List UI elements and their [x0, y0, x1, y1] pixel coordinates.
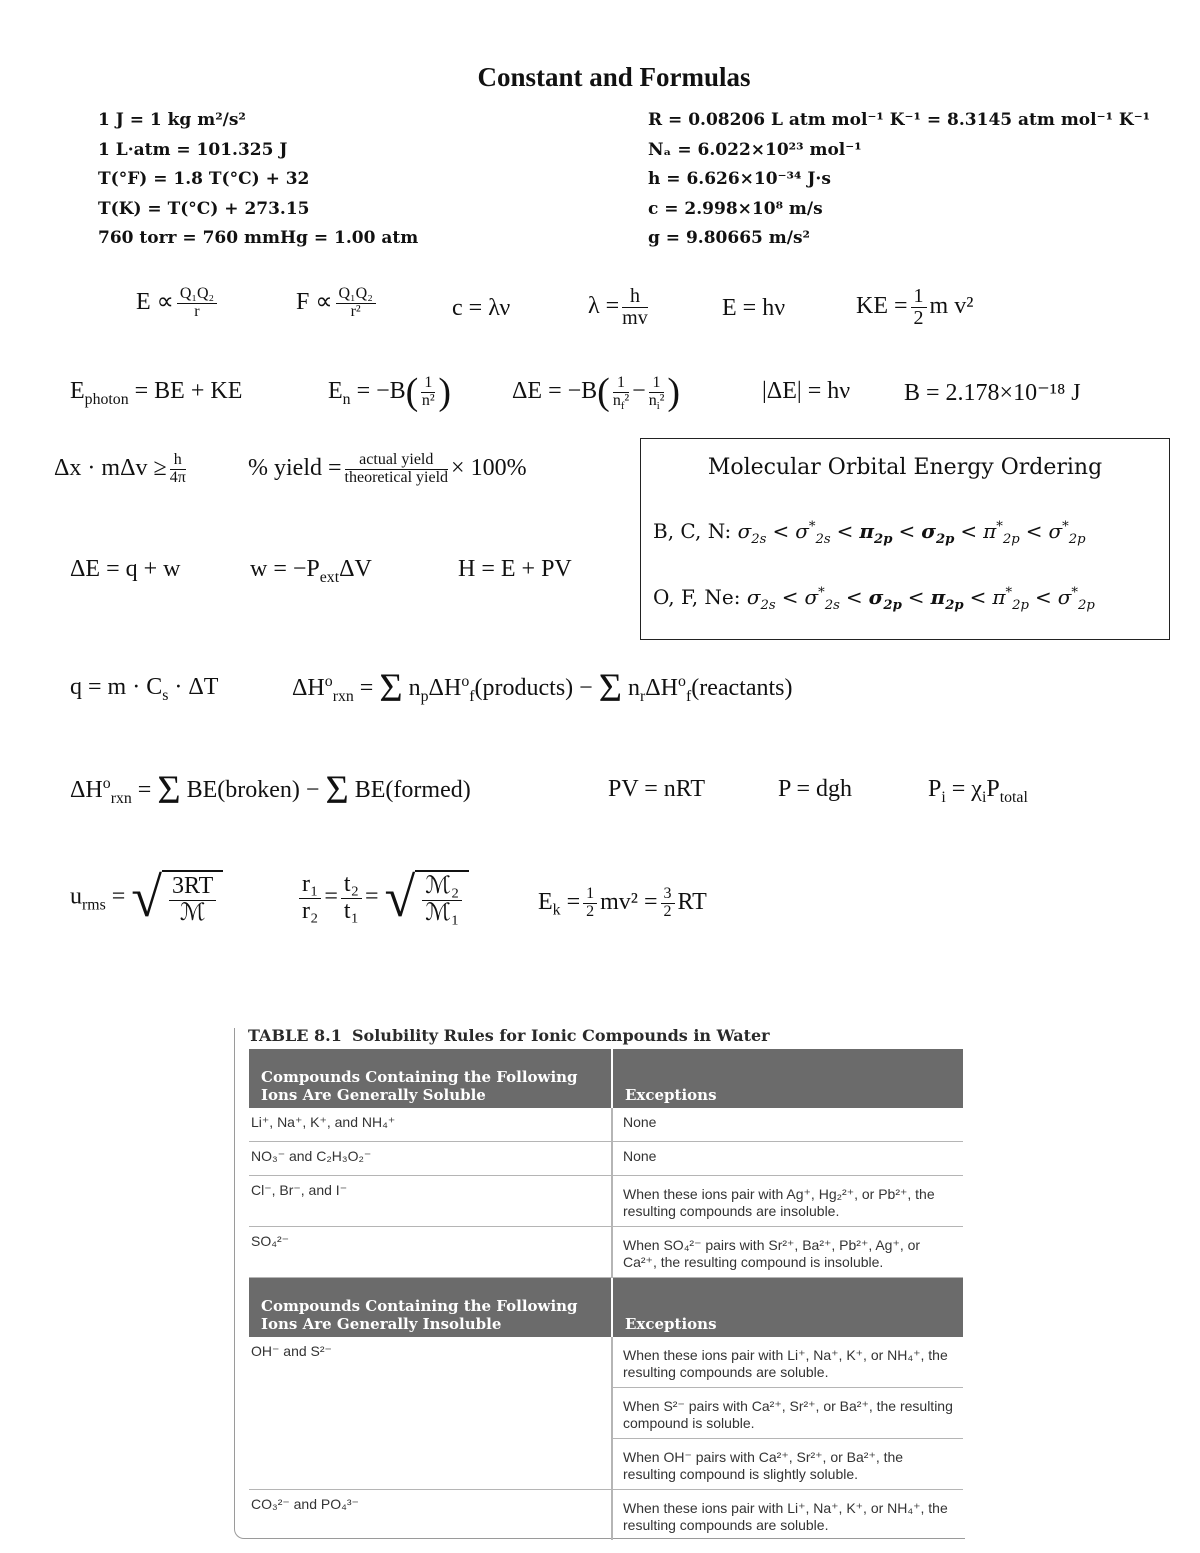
- orbital-sequence: $\sigma_{2s} < \sigma^*_{2s} < \pi_{2p} < \sigma_{2p} < \pi^*_{2p} < \sigma^*_{2p}$: [737, 519, 1086, 547]
- sum-symbol: Σ: [157, 767, 181, 812]
- symbol: ΔH: [292, 675, 325, 701]
- table-row: [249, 1176, 963, 1227]
- subscript: n: [342, 390, 351, 408]
- formula-abs-delta-e: |ΔE| = hν: [762, 378, 851, 404]
- lhs: w = −P: [250, 556, 320, 582]
- term: P: [986, 776, 1000, 802]
- symbol: u: [70, 883, 82, 910]
- formula-photoelectric: [70, 378, 243, 408]
- constant-line: h = 6.626×10⁻³⁴ J·s: [648, 169, 831, 189]
- lhs: Δx · mΔv ≥: [54, 454, 167, 481]
- table-header-row: [249, 1049, 963, 1108]
- formula-photon-energy: E = hν: [722, 295, 786, 321]
- constant-line: Nₐ = 6.022×10²³ mol⁻¹: [648, 139, 862, 160]
- exception-cell: When SO₄²⁻ pairs with Sr²⁺, Ba²⁺, Pb²⁺, Ag⁺, or Ca²⁺, the resulting compound is insoluble.: [612, 1227, 963, 1278]
- paren-close: ): [438, 371, 451, 413]
- denominator: 2: [913, 307, 924, 329]
- mo-box-title: Molecular Orbital Energy Ordering: [707, 455, 1103, 480]
- constant-line: 1 L·atm = 101.325 J: [98, 139, 288, 160]
- table-header-row: [249, 1278, 963, 1338]
- formula-coulomb-force: F ∝ $\frac{\text{Q₁Q₂}}{\text{r²}}$: [296, 286, 379, 321]
- equals: =: [111, 883, 126, 910]
- numerator: 1: [421, 375, 435, 393]
- exception-cell: None: [612, 1142, 963, 1176]
- exception-cell: When these ions pair with Li⁺, Na⁺, K⁺, or NH₄⁺, the resulting compounds are soluble.: [612, 1490, 963, 1541]
- formula-percent-yield: [248, 452, 527, 487]
- sum-symbol: Σ: [598, 665, 622, 710]
- numerator: ℳ₂: [422, 874, 462, 900]
- term: = χ: [951, 776, 982, 802]
- subscript: i: [941, 788, 946, 806]
- subscript: photon: [84, 390, 129, 408]
- denominator: 2: [663, 902, 672, 920]
- paren-close: ): [667, 371, 681, 413]
- formula-ideal-gas: PV = nRT: [608, 776, 706, 802]
- formula-hydrostatic: P = dgh: [778, 776, 852, 802]
- denominator: mv: [622, 307, 648, 329]
- table-row: [249, 1142, 963, 1176]
- ions-cell: Li⁺, Na⁺, K⁺, and NH₄⁺: [249, 1108, 612, 1142]
- sum-symbol: Σ: [325, 767, 349, 812]
- formula-hess-law: $\Delta H^o_{rxn} = \Sigma$ $n_p\Delta H^o_f(products) - \Sigma$ $n_r\Delta H^o_f(reactants)$: [292, 665, 793, 710]
- constant-line: 1 J = 1 kg m²/s²: [98, 110, 246, 130]
- rhs: · ΔT: [174, 674, 219, 700]
- formula-uncertainty: [54, 452, 189, 487]
- numerator: r₁: [299, 872, 321, 898]
- exception-cell: None: [612, 1108, 963, 1142]
- term: n: [627, 675, 640, 701]
- term: BE(broken) −: [186, 777, 320, 803]
- formula-kinetic-energy: [856, 286, 973, 329]
- constants-right: [648, 106, 1150, 254]
- numerator: 1: [583, 886, 597, 904]
- numerator: Q₁Q₂: [336, 286, 376, 304]
- ions-cell: SO₄²⁻: [249, 1227, 612, 1278]
- ions-cell: CO₃²⁻ and PO₄³⁻: [251, 1496, 359, 1512]
- subscript: rms: [82, 896, 106, 914]
- numerator: 3: [661, 886, 675, 904]
- denominator: r: [194, 302, 200, 320]
- exception-cell: When these ions pair with Li⁺, Na⁺, K⁺, or NH₄⁺, the resulting compounds are soluble.: [612, 1337, 963, 1388]
- symbol: P: [928, 776, 942, 802]
- rhs: = BE + KE: [134, 378, 243, 404]
- subscript: p: [420, 687, 429, 705]
- term: n: [408, 675, 421, 701]
- lhs: KE =: [856, 293, 908, 320]
- subscript: total: [999, 788, 1028, 806]
- radical-sign: √: [384, 867, 416, 929]
- numerator: 1: [649, 375, 665, 393]
- denominator: n²: [421, 391, 435, 409]
- subscript: s: [162, 686, 169, 704]
- term: ΔH: [645, 675, 679, 701]
- term: BE(formed): [354, 777, 471, 803]
- lhs: λ =: [588, 293, 620, 320]
- formula-first-law: ΔE = q + w: [70, 556, 181, 582]
- numerator: 1: [911, 286, 927, 308]
- symbol: E: [328, 378, 343, 404]
- denominator: $n_i^2$: [648, 391, 665, 413]
- rhs: m v²: [929, 293, 974, 320]
- numerator: actual yield: [345, 452, 449, 470]
- subscript: f: [685, 687, 692, 705]
- subscript: r: [639, 687, 646, 705]
- ions-cell: Cl⁻, Br⁻, and I⁻: [249, 1176, 612, 1227]
- term: mv² =: [600, 888, 658, 915]
- ions-cell: NO₃⁻ and C₂H₃O₂⁻: [249, 1142, 612, 1176]
- paren-open: (: [597, 371, 610, 413]
- header-insoluble: Compounds Containing the Following Ions Are Generally Insoluble: [249, 1278, 612, 1338]
- sum-symbol: Σ: [379, 665, 403, 710]
- subscript: ext: [319, 568, 340, 586]
- formula-de-broglie: [588, 286, 651, 329]
- solubility-table: [249, 1049, 963, 1540]
- formula-grahams-law: $\frac{\text{r₁}}{\text{r₂}}$ = $\frac{\text{t₂}}{\text{t₁}}$ = √ $\frac{\text{ℳ₂}}{\text{ℳ₁}}$: [296, 866, 469, 930]
- header-exceptions: Exceptions: [612, 1278, 963, 1338]
- square-root: [385, 866, 470, 930]
- constant-line: R = 0.08206 L atm mol⁻¹ K⁻¹ = 8.3145 atm mol⁻¹ K⁻¹: [648, 110, 1151, 130]
- exception-cell: When these ions pair with Ag⁺, Hg₂²⁺, or Pb²⁺, the resulting compounds are insoluble.: [612, 1176, 963, 1227]
- mo-energy-ordering-box: [640, 438, 1170, 640]
- superscript: o: [461, 673, 470, 690]
- constant-line: 760 torr = 760 mmHg = 1.00 atm: [98, 228, 419, 248]
- superscript: o: [102, 775, 111, 792]
- table-title: Solubility Rules for Ionic Compounds in Water: [352, 1026, 770, 1045]
- rhs: ΔV: [339, 556, 372, 582]
- constants-left: [98, 106, 418, 254]
- table-row: [249, 1337, 963, 1388]
- formula-bohr-energy: [328, 370, 451, 414]
- lhs: ΔE = −B: [512, 378, 598, 404]
- orbital-sequence: $\sigma_{2s} < \sigma^*_{2s} < \sigma_{2p} < \pi_{2p} < \pi^*_{2p} < \sigma^*_{2p}$: [746, 585, 1095, 613]
- table-number: TABLE 8.1: [248, 1026, 342, 1045]
- constant-line: T(°F) = 1.8 T(°C) + 32: [98, 169, 310, 189]
- table-row: [249, 1227, 963, 1278]
- denominator: theoretical yield: [344, 468, 449, 486]
- numerator: Q₁Q₂: [177, 286, 217, 304]
- numerator: h: [170, 452, 186, 470]
- formula-rydberg-constant: B = 2.178×10⁻¹⁸ J: [904, 380, 1081, 406]
- page-title: Constant and Formulas: [477, 62, 751, 92]
- formula-work: [250, 556, 372, 586]
- numerator: 1: [613, 375, 629, 393]
- formula-rms-speed: [70, 866, 223, 930]
- table-caption: [248, 1026, 770, 1045]
- symbol: ΔH: [70, 777, 103, 803]
- denominator: ℳ₁: [425, 899, 460, 926]
- label: (reactants): [691, 675, 793, 701]
- formula-partial-pressure: [928, 776, 1028, 806]
- denominator: r₂: [302, 897, 319, 924]
- ions-cell: OH⁻ and S²⁻: [249, 1337, 612, 1490]
- radical-sign: √: [131, 867, 163, 929]
- subscript: i: [981, 788, 987, 806]
- rhs: × 100%: [451, 454, 527, 481]
- formula-bond-energy: $\Delta H^o_{rxn} = \Sigma$ BE(broken) − Σ BE(formed): [70, 767, 471, 812]
- denominator: $n_f^2$: [612, 391, 630, 413]
- numerator: t₂: [341, 872, 362, 898]
- superscript: o: [678, 673, 686, 690]
- term: ΔH: [428, 675, 462, 701]
- term: RT: [677, 888, 707, 915]
- symbol: E: [538, 888, 553, 915]
- denominator: 4π: [169, 468, 186, 486]
- exception-cell: When S²⁻ pairs with Ca²⁺, Sr²⁺, or Ba²⁺, the resulting compound is soluble.: [612, 1388, 963, 1439]
- constant-line: c = 2.998×10⁸ m/s: [648, 198, 823, 219]
- formula-coulomb-energy: E ∝ $\frac{\text{Q₁Q₂}}{r}$: [136, 286, 220, 321]
- formula-kinetic-energy-gas: $E_k$ = $\frac{1}{2}$ mv² = $\frac{3}{2}$ RT: [538, 885, 707, 920]
- superscript: o: [324, 673, 333, 690]
- rhs: = −B: [356, 378, 406, 404]
- constant-line: g = 9.80665 m/s²: [648, 228, 810, 248]
- header-soluble: Compounds Containing the Following Ions Are Generally Soluble: [249, 1049, 612, 1108]
- mo-ordering-ofne: [653, 585, 1095, 613]
- lhs: q = m · C: [70, 674, 163, 700]
- denominator: t₁: [343, 897, 359, 924]
- table-row: [249, 1490, 963, 1541]
- lhs: % yield =: [248, 454, 342, 481]
- header-exceptions: Exceptions: [612, 1049, 963, 1108]
- mo-row-label: O, F, Ne:: [653, 585, 741, 609]
- formula-wave-speed: c = λν: [452, 295, 511, 321]
- constant-line: T(K) = T(°C) + 273.15: [98, 198, 310, 219]
- denominator: ℳ: [179, 899, 206, 926]
- symbol: E: [70, 378, 85, 404]
- subscript: rxn: [110, 789, 132, 807]
- paren-open: (: [405, 371, 419, 413]
- formula-energy-transition: ΔE = −B( $\frac{1}{n_f^2}$ − $\frac{1}{n_i^2}$ ): [512, 371, 681, 413]
- mo-ordering-bcn: [653, 519, 1086, 547]
- table-row: [249, 1108, 963, 1142]
- denominator: 2: [586, 902, 595, 920]
- exception-cell: When OH⁻ pairs with Ca²⁺, Sr²⁺, or Ba²⁺, the resulting compound is slightly soluble.: [612, 1439, 963, 1490]
- formula-heat: [70, 674, 219, 704]
- subscript: k: [552, 901, 561, 919]
- mo-row-label: B, C, N:: [653, 519, 732, 543]
- label: (products) −: [474, 675, 593, 701]
- numerator: h: [622, 286, 648, 308]
- numerator: 3RT: [169, 874, 216, 900]
- denominator: r²: [350, 302, 361, 320]
- subscript: rxn: [332, 687, 354, 705]
- formula-enthalpy: H = E + PV: [458, 556, 572, 582]
- square-root: [131, 866, 223, 930]
- subscript: f: [469, 687, 475, 705]
